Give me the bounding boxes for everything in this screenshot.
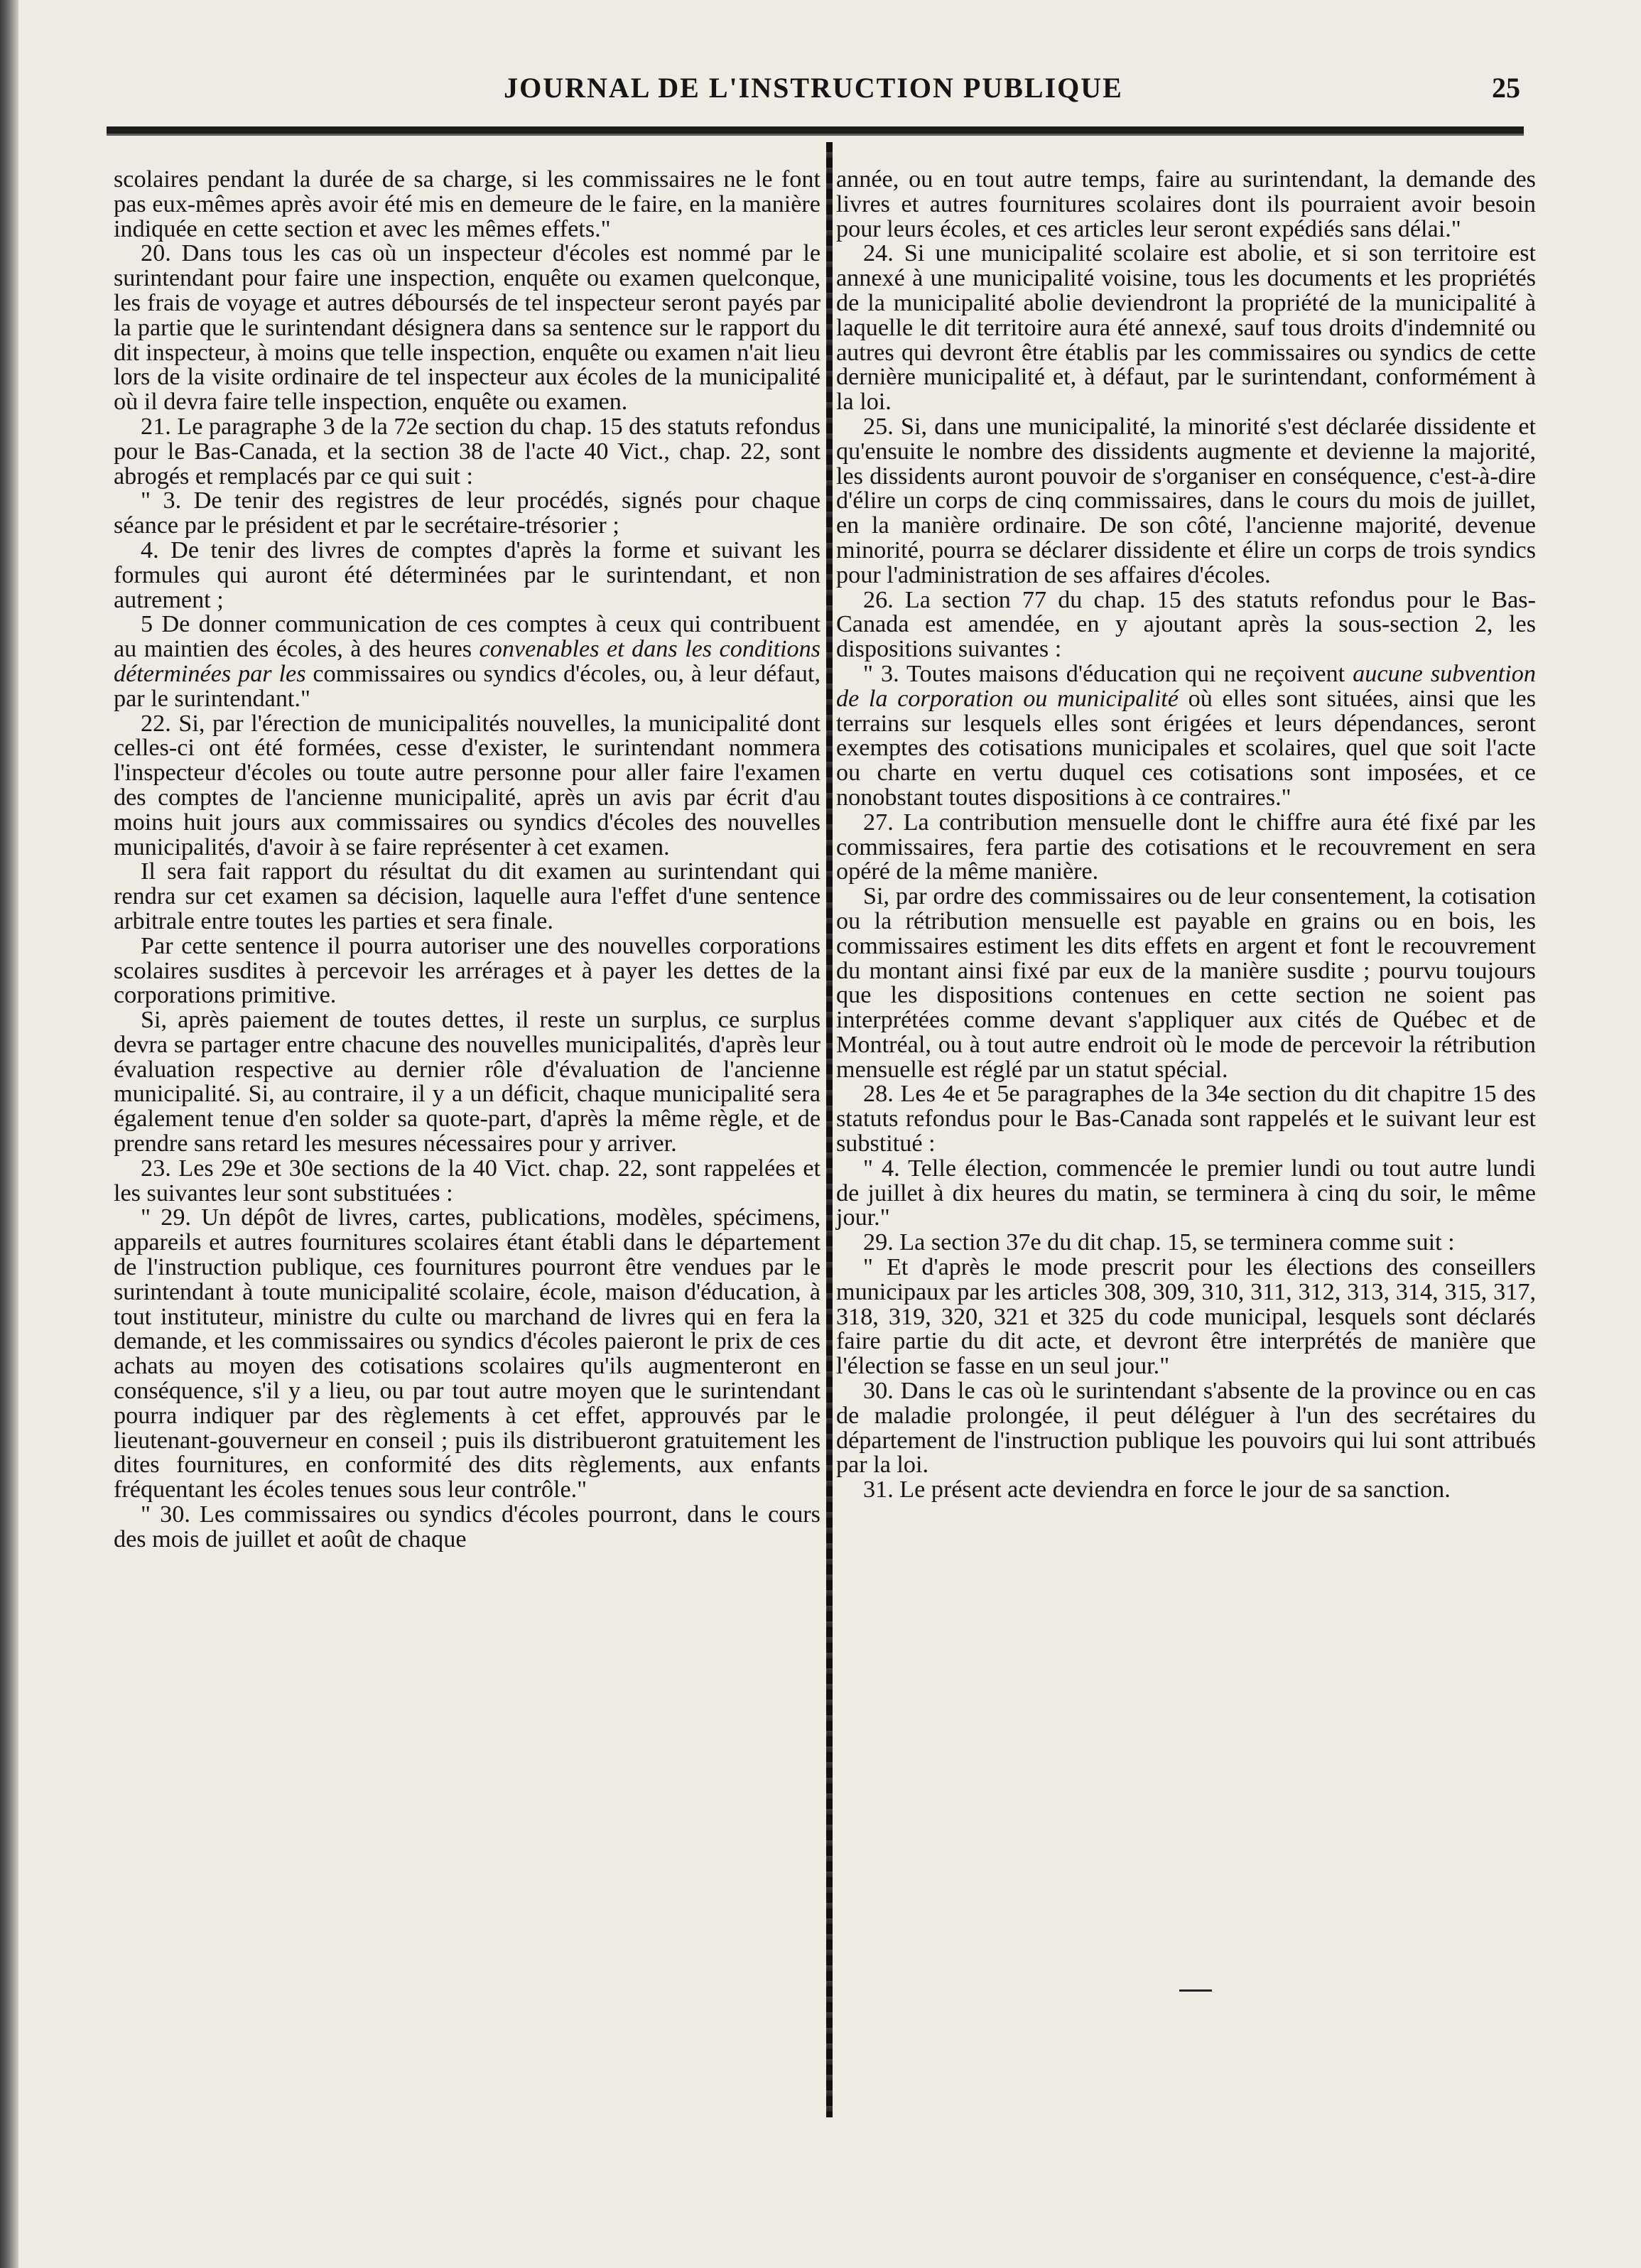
end-of-article-rule	[1179, 1989, 1212, 1992]
column-rule	[826, 142, 833, 2117]
text-run: commissaires ou syndics d'écoles, ou, à leur défaut, par le surintendant."	[114, 660, 820, 712]
text-run: 5 De donner communication de ces comptes à ceux qui contribuent au maintien des écoles, à des heures	[114, 611, 820, 663]
paragraph: 30. Dans le cas où le surintendant s'absente de la province ou en cas de maladie prolongée, il peut déléguer à l'un des secrétaires du département de l'instruction publique les pouvoirs qui lui sont attribués par la loi.	[836, 1378, 1536, 1479]
paragraph: 28. Les 4e et 5e paragraphes de la 34e section du dit chapitre 15 des statuts refondus pour le Bas-Canada sont rappelés et le suivant leur est substitué :	[836, 1081, 1536, 1157]
left-column	[114, 168, 820, 1552]
paragraph: 21. Le paragraphe 3 de la 72e section du chap. 15 des statuts refondus pour le Bas-Canada, et la section 38 de l'acte 40 Vict., chap. 22, sont abrogés et remplacés par ce qui suit :	[114, 413, 820, 490]
paragraph: Par cette sentence il pourra autoriser une des nouvelles corporations scolaires susdites à percevoir les arrérages et à payer les dettes de la corporations primitive.	[114, 932, 820, 1009]
italic-run: aucune subvention de la corporation ou municipalité	[836, 660, 1536, 712]
paragraph: 31. Le présent acte deviendra en force le jour de sa sanction.	[863, 1476, 1451, 1503]
paragraph: année, ou en tout autre temps, faire au surintendant, la demande des livres et autres fournitures scolaires dont ils pourraient avoir besoin pour leurs écoles, et ces articles leur seront expédiés sans délai."	[836, 166, 1536, 242]
paragraph: 25. Si, dans une municipalité, la minorité s'est déclarée dissidente et qu'ensuite le nombre des dissidents augmente et devienne la majorité, les dissidents auront pouvoir de s'organiser en conséquence, c'est-à-dire d'élire un corps de cinq commissaires, dans le cours du mois de juillet, en la manière ordinaire. De son côté, l'ancienne majorité, devenue minorité, pourra se déclarer dissidente et élire un corps de trois syndics pour l'administration de ses affaires d'écoles.	[836, 413, 1536, 588]
page-header	[107, 71, 1520, 114]
paragraph: 4. De tenir des livres de comptes d'après la forme et suivant les formules qui auront été déterminées par le surintendant, et non autrement ;	[114, 536, 820, 613]
paragraph: 23. Les 29e et 30e sections de la 40 Vict. chap. 22, sont rappelées et les suivantes leur sont substituées :	[114, 1155, 820, 1206]
scan-edge-shadow	[0, 0, 18, 2268]
right-column	[836, 168, 1536, 1503]
text-run: où elles sont situées, ainsi que les terrains sur lesquels elles sont érigées et leurs dépendances, seront exemptes des cotisations municipales et scolaires, quel que soit l'acte ou charte en vertu duquel ces cotisations sont imposées, et ce nonobstant toutes dispositions à ce contraires."	[836, 685, 1536, 811]
paragraph: " 30. Les commissaires ou syndics d'écoles pourront, dans le cours des mois de juillet et août de chaque	[114, 1501, 820, 1552]
paragraph: 26. La section 77 du chap. 15 des statuts refondus pour le Bas-Canada est amendée, en y ajoutant après la sous-section 2, les dispositions suivantes :	[836, 586, 1536, 663]
paragraph: " 4. Telle élection, commencée le premier lundi ou tout autre lundi de juillet à dix heures du matin, se terminera à cinq du soir, le même jour."	[836, 1155, 1536, 1231]
paragraph	[836, 662, 1536, 811]
running-title: JOURNAL DE L'INSTRUCTION PUBLIQUE	[504, 72, 1123, 104]
page-number: 25	[1492, 72, 1520, 104]
paragraph: " Et d'après le mode prescrit pour les élections des conseillers municipaux par les articles 308, 309, 310, 311, 312, 313, 314, 315, 317, 318, 319, 320, 321 et 325 du code municipal, lesquels sont déclarés faire partie du dit acte, et devront être interprétés de manière que l'élection se fasse en un seul jour."	[836, 1254, 1536, 1380]
paragraph: scolaires pendant la durée de sa charge, si les commissaires ne le font pas eux-mêmes après avoir été mis en demeure de le faire, en la manière indiquée en cette section et avec les mêmes effets."	[114, 166, 820, 242]
paragraph: Si, après paiement de toutes dettes, il reste un surplus, ce surplus devra se partager entre chacune des nouvelles municipalités, d'après leur évaluation respective au dernier rôle d'évaluation de l'ancienne municipalité. Si, au contraire, il y a un déficit, chaque municipalité sera également tenue d'en solder sa quote-part, d'après la même règle, et de prendre sans retard les mesures nécessaires pour y arriver.	[114, 1007, 820, 1157]
paragraph	[114, 612, 820, 711]
text-run: " 3. Toutes maisons d'éducation qui ne reçoivent	[863, 660, 1353, 687]
header-rule	[107, 126, 1524, 136]
paragraph: " 3. De tenir des registres de leur procédés, signés pour chaque séance par le président et par le secrétaire-trésorier ;	[114, 487, 820, 539]
italic-run: convenables et dans les conditions déterminées par les	[114, 636, 820, 687]
paragraph: 27. La contribution mensuelle dont le chiffre aura été fixé par les commissaires, fera partie des cotisations et le recouvrement en sera opéré de la même manière.	[836, 809, 1536, 885]
paragraph: 22. Si, par l'érection de municipalités nouvelles, la municipalité dont celles-ci ont été formées, cesse d'exister, le surintendant nommera l'inspecteur d'écoles ou toute autre personne pour aller faire l'examen des comptes de l'ancienne municipalité, après un avis par écrit d'au moins huit jours aux commissaires ou syndics d'écoles des nouvelles municipalités, d'avoir à se faire représenter à cet examen.	[114, 710, 820, 860]
paragraph: 24. Si une municipalité scolaire est abolie, et si son territoire est annexé à une municipalité voisine, tous les documents et les propriétés de la municipalité abolie deviendront la propriété de la municipalité à laquelle le dit territoire aura été annexé, sauf tous droits d'indemnité ou autres qui devront être établis par les commissaires ou syndics de cette dernière municipalité et, à défaut, par le surintendant, conformément à la loi.	[836, 240, 1536, 416]
paragraph: " 29. Un dépôt de livres, cartes, publications, modèles, spécimens, appareils et autres fournitures scolaires étant établi dans le département de l'instruction publique, ces fournitures pourront être vendues par le surintendant à toute municipalité scolaire, école, maison d'éducation, à tout instituteur, ministre du culte ou marchand de livres qui en fera la demande, et les commissaires ou syndics d'écoles paieront le prix de ces achats au moyen des cotisations scolaires qu'ils augmenteront en conséquence, s'il y a lieu, ou par tout autre moyen que le surintendant pourra indiquer par des règlements à cet effet, approuvés par le lieutenant-gouverneur en conseil ; puis ils distribueront gratuitement les dites fournitures, en conformité des dits règlements, aux enfants fréquentant les écoles tenues sous leur contrôle."	[114, 1204, 820, 1503]
paragraph: Si, par ordre des commissaires ou de leur consentement, la cotisation ou la rétribution mensuelle est payable en grains ou en bois, les commissaires estiment les dits effets en argent et font le recouvrement du montant ainsi fixé par eux de la manière susdite ; pourvu toujours que les dispositions contenues en cette section ne soient pas interprétées comme devant s'appliquer aux cités de Québec et de Montréal, ou à tout autre endroit où le mode de percevoir la rétribution mensuelle est réglé par un statut spécial.	[836, 883, 1536, 1083]
paragraph: Il sera fait rapport du résultat du dit examen au surintendant qui rendra sur cet examen sa décision, laquelle aura l'effet d'une sentence arbitrale entre toutes les parties et sera finale.	[114, 858, 820, 934]
paragraph: 29. La section 37e du dit chap. 15, se terminera comme suit :	[863, 1229, 1455, 1256]
paragraph: 20. Dans tous les cas où un inspecteur d'écoles est nommé par le surintendant pour faire une inspection, enquête ou examen quelconque, les frais de voyage et autres déboursés de tel inspecteur seront payés par la partie que le surintendant désignera dans sa sentence sur le rapport du dit inspecteur, à moins que telle inspection, enquête ou examen n'ait lieu lors de la visite ordinaire de tel inspecteur aux écoles de la municipalité où il devra faire telle inspection, enquête ou examen.	[114, 240, 820, 416]
